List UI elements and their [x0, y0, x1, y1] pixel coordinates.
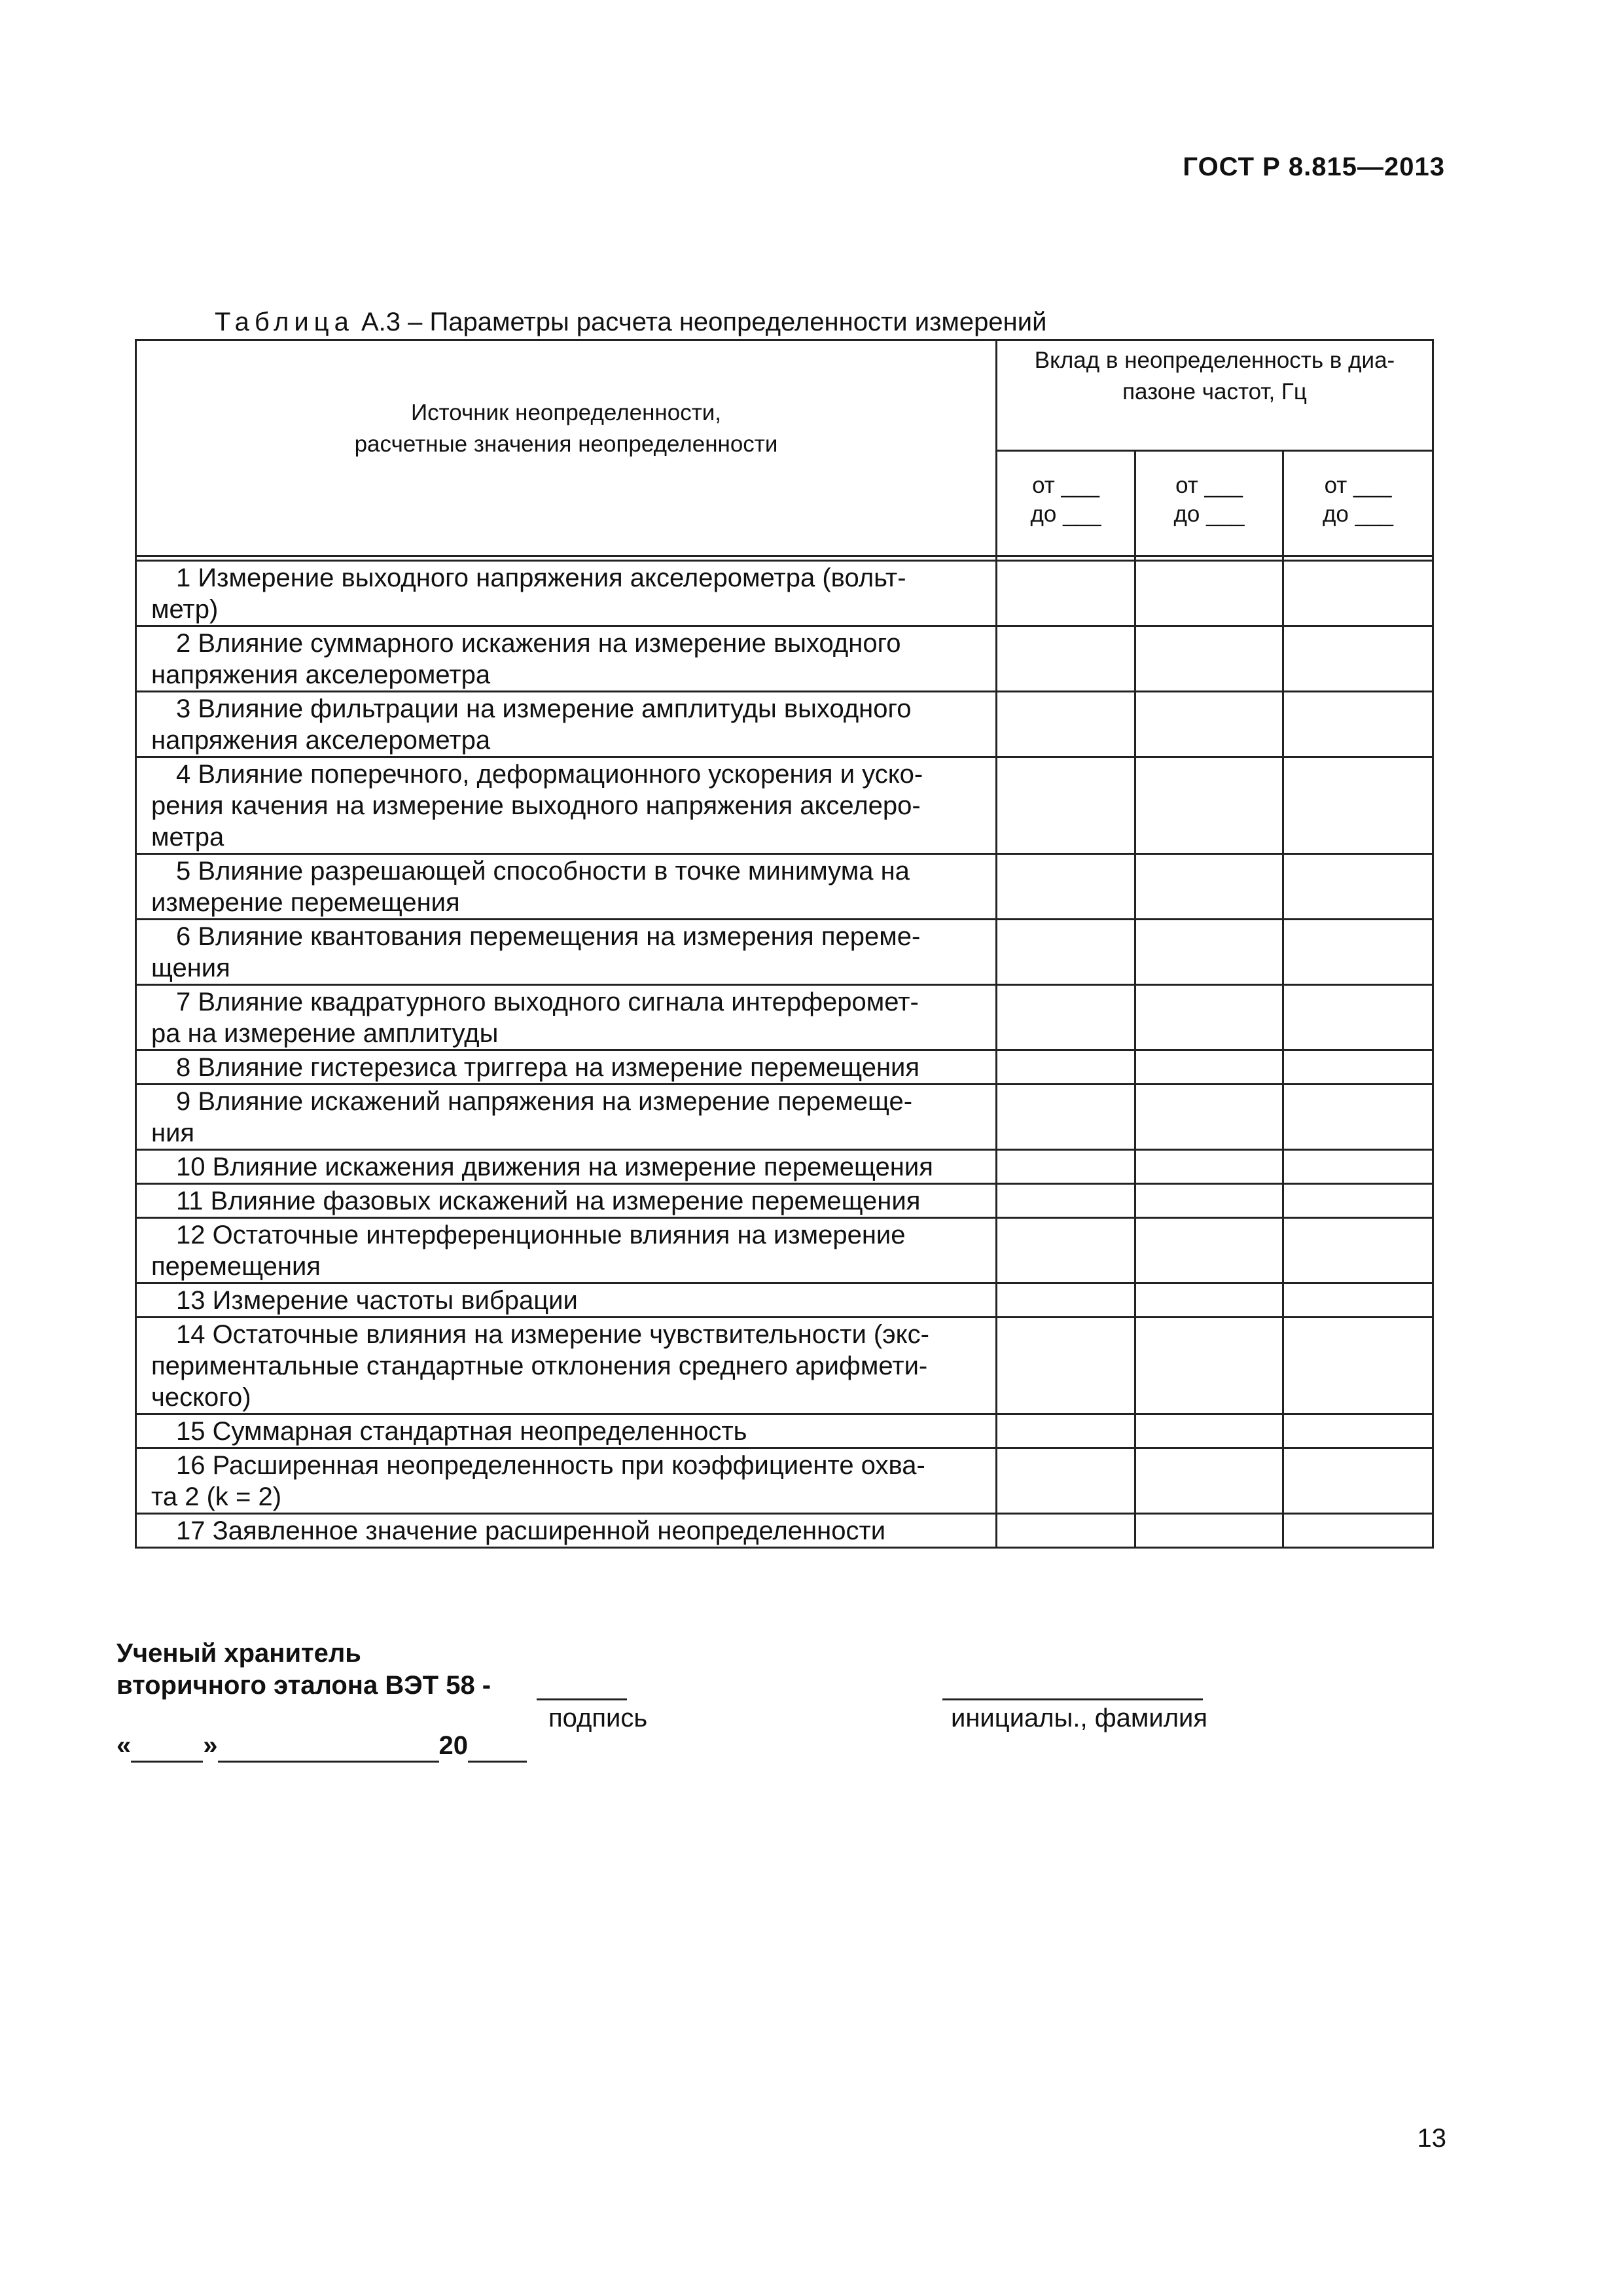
row-text-line: ра на измерение амплитуды [151, 1019, 499, 1048]
table-row [136, 920, 1433, 985]
contribution-value-cell[interactable] [1135, 1448, 1283, 1514]
contribution-value-cell[interactable] [997, 1283, 1135, 1318]
uncertainty-source-cell [136, 1283, 997, 1318]
contribution-value-cell[interactable] [997, 920, 1135, 985]
contribution-value-cell[interactable] [1135, 1218, 1283, 1283]
document-code: ГОСТ Р 8.815—2013 [1183, 152, 1445, 181]
table-row [136, 1085, 1433, 1150]
row-text-line: 16 Расширенная неопределенность при коэффициенте охва- [176, 1451, 925, 1480]
table-row [136, 757, 1433, 854]
source-header-line-2: расчетные значения неопределенности [354, 431, 778, 457]
row-text-line: 2 Влияние суммарного искажения на измерение выходного [176, 629, 901, 658]
table-header-row-1 [136, 340, 1433, 451]
table-row [136, 692, 1433, 757]
contribution-value-cell[interactable] [997, 692, 1135, 757]
row-text-line: щения [151, 954, 230, 982]
row-text-line: измерение перемещения [151, 888, 460, 917]
signature-label: подпись [548, 1704, 648, 1732]
signature-title-line-1: Ученый хранитель [116, 1639, 361, 1668]
contribution-value-cell[interactable] [997, 1218, 1135, 1283]
contribution-value-cell[interactable] [1283, 1184, 1433, 1218]
range-from: от ___ [1175, 473, 1243, 498]
uncertainty-source-cell [136, 757, 997, 854]
contribution-value-cell[interactable] [1135, 920, 1283, 985]
contribution-header-line-2: пазоне частот, Гц [1122, 379, 1307, 404]
table-row [136, 1448, 1433, 1514]
uncertainty-source-cell [136, 1448, 997, 1514]
uncertainty-source-cell [136, 692, 997, 757]
row-text-line: 1 Измерение выходного напряжения акселерометра (вольт- [176, 564, 906, 592]
contribution-value-cell[interactable] [1283, 1318, 1433, 1414]
row-text-line: периментальные стандартные отклонения среднего арифмети- [151, 1352, 928, 1380]
uncertainty-source-cell [136, 1318, 997, 1414]
row-text-line: 7 Влияние квадратурного выходного сигнала интерферомет- [176, 988, 919, 1016]
row-text-line: ния [151, 1119, 195, 1147]
date-close-quote: » [203, 1731, 218, 1760]
uncertainty-source-cell [136, 854, 997, 920]
contribution-value-cell[interactable] [997, 1448, 1135, 1514]
table-caption [215, 308, 1046, 337]
table-row [136, 1283, 1433, 1318]
table-row [136, 1050, 1433, 1085]
contribution-value-cell[interactable] [1135, 854, 1283, 920]
year-prefix: 20 [438, 1731, 468, 1760]
contribution-value-cell[interactable] [1135, 1283, 1283, 1318]
contribution-value-cell[interactable] [1135, 757, 1283, 854]
page-number: 13 [1417, 2124, 1446, 2153]
table-row [136, 1414, 1433, 1448]
signature-title-line-2: вторичного эталона ВЭТ 58 - [116, 1671, 491, 1700]
contribution-value-cell[interactable] [1135, 1318, 1283, 1414]
table-row [136, 1514, 1433, 1548]
uncertainty-table [135, 339, 1434, 1549]
contribution-value-cell[interactable] [1283, 920, 1433, 985]
header-separator-row [136, 556, 1433, 561]
row-text-line: 10 Влияние искажения движения на измерение перемещения [176, 1153, 933, 1181]
row-text-line: 12 Остаточные интерференционные влияния на измерение [176, 1221, 906, 1249]
contribution-value-cell[interactable] [1135, 1414, 1283, 1448]
contribution-value-cell[interactable] [1283, 561, 1433, 626]
uncertainty-source-cell [136, 1085, 997, 1150]
signature-blank-line [537, 1698, 627, 1700]
contribution-value-cell[interactable] [997, 757, 1135, 854]
contribution-value-cell[interactable] [1283, 626, 1433, 692]
contribution-header-line-1: Вклад в неопределенность в диа- [1034, 348, 1395, 373]
signature-date [116, 1731, 527, 1763]
row-text-line: 13 Измерение частоты вибрации [176, 1286, 578, 1315]
contribution-value-cell[interactable] [997, 1318, 1135, 1414]
contribution-value-cell[interactable] [997, 561, 1135, 626]
table-row [136, 561, 1433, 626]
uncertainty-source-cell [136, 920, 997, 985]
range-to: до ___ [1173, 501, 1245, 527]
row-text-line: напряжения акселерометра [151, 660, 491, 689]
row-text-line: ческого) [151, 1383, 251, 1412]
row-text-line: 15 Суммарная стандартная неопределенность [176, 1417, 747, 1446]
table-row [136, 1150, 1433, 1184]
contribution-value-cell[interactable] [1283, 1283, 1433, 1318]
source-column-header [136, 340, 997, 556]
row-text-line: 4 Влияние поперечного, деформационного ускорения и уско- [176, 760, 923, 789]
contribution-value-cell[interactable] [1135, 561, 1283, 626]
row-text-line: 17 Заявленное значение расширенной неопределенности [176, 1516, 886, 1545]
row-text-line: та 2 (k = 2) [151, 1482, 282, 1511]
contribution-value-cell[interactable] [997, 1150, 1135, 1184]
table-row [136, 854, 1433, 920]
row-text-line: 5 Влияние разрешающей способности в точке минимума на [176, 857, 910, 886]
contribution-value-cell[interactable] [997, 1514, 1135, 1548]
date-open-quote: « [116, 1731, 132, 1760]
contribution-value-cell[interactable] [1135, 1085, 1283, 1150]
row-text-line: метр) [151, 595, 219, 624]
contribution-value-cell[interactable] [1283, 1514, 1433, 1548]
contribution-value-cell[interactable] [1283, 757, 1433, 854]
contribution-value-cell[interactable] [997, 626, 1135, 692]
contribution-value-cell[interactable] [1135, 1514, 1283, 1548]
uncertainty-source-cell [136, 561, 997, 626]
uncertainty-source-cell [136, 1414, 997, 1448]
contribution-value-cell[interactable] [1283, 1150, 1433, 1184]
uncertainty-source-cell [136, 626, 997, 692]
contribution-value-cell[interactable] [1135, 1150, 1283, 1184]
row-text-line: 3 Влияние фильтрации на измерение амплитуды выходного [176, 694, 912, 723]
row-text-line: 11 Влияние фазовых искажений на измерение перемещения [176, 1187, 921, 1215]
row-text-line: метра [151, 823, 224, 852]
contribution-value-cell[interactable] [1135, 1050, 1283, 1085]
row-text-line: 9 Влияние искажений напряжения на измерение перемеще- [176, 1087, 913, 1116]
year-blank-line [468, 1731, 527, 1763]
contribution-value-cell[interactable] [1283, 692, 1433, 757]
month-blank-line [218, 1731, 439, 1763]
range-to: до ___ [1030, 501, 1101, 527]
contribution-value-cell[interactable] [997, 1184, 1135, 1218]
contribution-value-cell[interactable] [1283, 1414, 1433, 1448]
contribution-value-cell[interactable] [1283, 1218, 1433, 1283]
range-from: от ___ [1324, 473, 1392, 498]
contribution-value-cell[interactable] [997, 1414, 1135, 1448]
contribution-value-cell[interactable] [1283, 854, 1433, 920]
contribution-value-cell[interactable] [1135, 985, 1283, 1050]
row-text-line: 6 Влияние квантования перемещения на измерения переме- [176, 922, 921, 951]
contribution-value-cell[interactable] [1135, 692, 1283, 757]
row-text-line: 14 Остаточные влияния на измерение чувствительности (экс- [176, 1320, 929, 1349]
uncertainty-source-cell [136, 1150, 997, 1184]
day-blank-line [131, 1731, 203, 1763]
range-header-3 [1283, 451, 1433, 556]
contribution-value-cell[interactable] [997, 1050, 1135, 1085]
uncertainty-source-cell [136, 1514, 997, 1548]
contribution-value-cell[interactable] [1283, 1448, 1433, 1514]
range-to: до ___ [1323, 501, 1394, 527]
uncertainty-source-cell [136, 1050, 997, 1085]
table-row [136, 1218, 1433, 1283]
row-text-line: перемещения [151, 1252, 321, 1281]
name-label: инициалы., фамилия [951, 1704, 1208, 1732]
table-body [136, 561, 1433, 1548]
uncertainty-source-cell [136, 1218, 997, 1283]
table-row [136, 1318, 1433, 1414]
contribution-value-cell[interactable] [1135, 1184, 1283, 1218]
contribution-value-cell[interactable] [997, 1085, 1135, 1150]
range-from: от ___ [1032, 473, 1099, 498]
contribution-column-header [997, 340, 1433, 451]
table-row [136, 626, 1433, 692]
table-row [136, 1184, 1433, 1218]
table-caption-text: А.3 – Параметры расчета неопределенности измерений [353, 308, 1047, 336]
row-text-line: 8 Влияние гистерезиса триггера на измерение перемещения [176, 1053, 920, 1082]
contribution-value-cell[interactable] [997, 985, 1135, 1050]
name-blank-line [942, 1698, 1203, 1700]
table-caption-label: Таблица [215, 308, 354, 336]
uncertainty-source-cell [136, 985, 997, 1050]
range-header-2 [1135, 451, 1283, 556]
range-header-1 [997, 451, 1135, 556]
contribution-value-cell[interactable] [1283, 1050, 1433, 1085]
table-row [136, 985, 1433, 1050]
source-header-line-1: Источник неопределенности, [410, 399, 722, 425]
contribution-value-cell[interactable] [1283, 985, 1433, 1050]
contribution-value-cell[interactable] [1283, 1085, 1433, 1150]
row-text-line: рения качения на измерение выходного напряжения акселеро- [151, 791, 921, 820]
contribution-value-cell[interactable] [1135, 626, 1283, 692]
uncertainty-source-cell [136, 1184, 997, 1218]
row-text-line: напряжения акселерометра [151, 726, 491, 755]
contribution-value-cell[interactable] [997, 854, 1135, 920]
